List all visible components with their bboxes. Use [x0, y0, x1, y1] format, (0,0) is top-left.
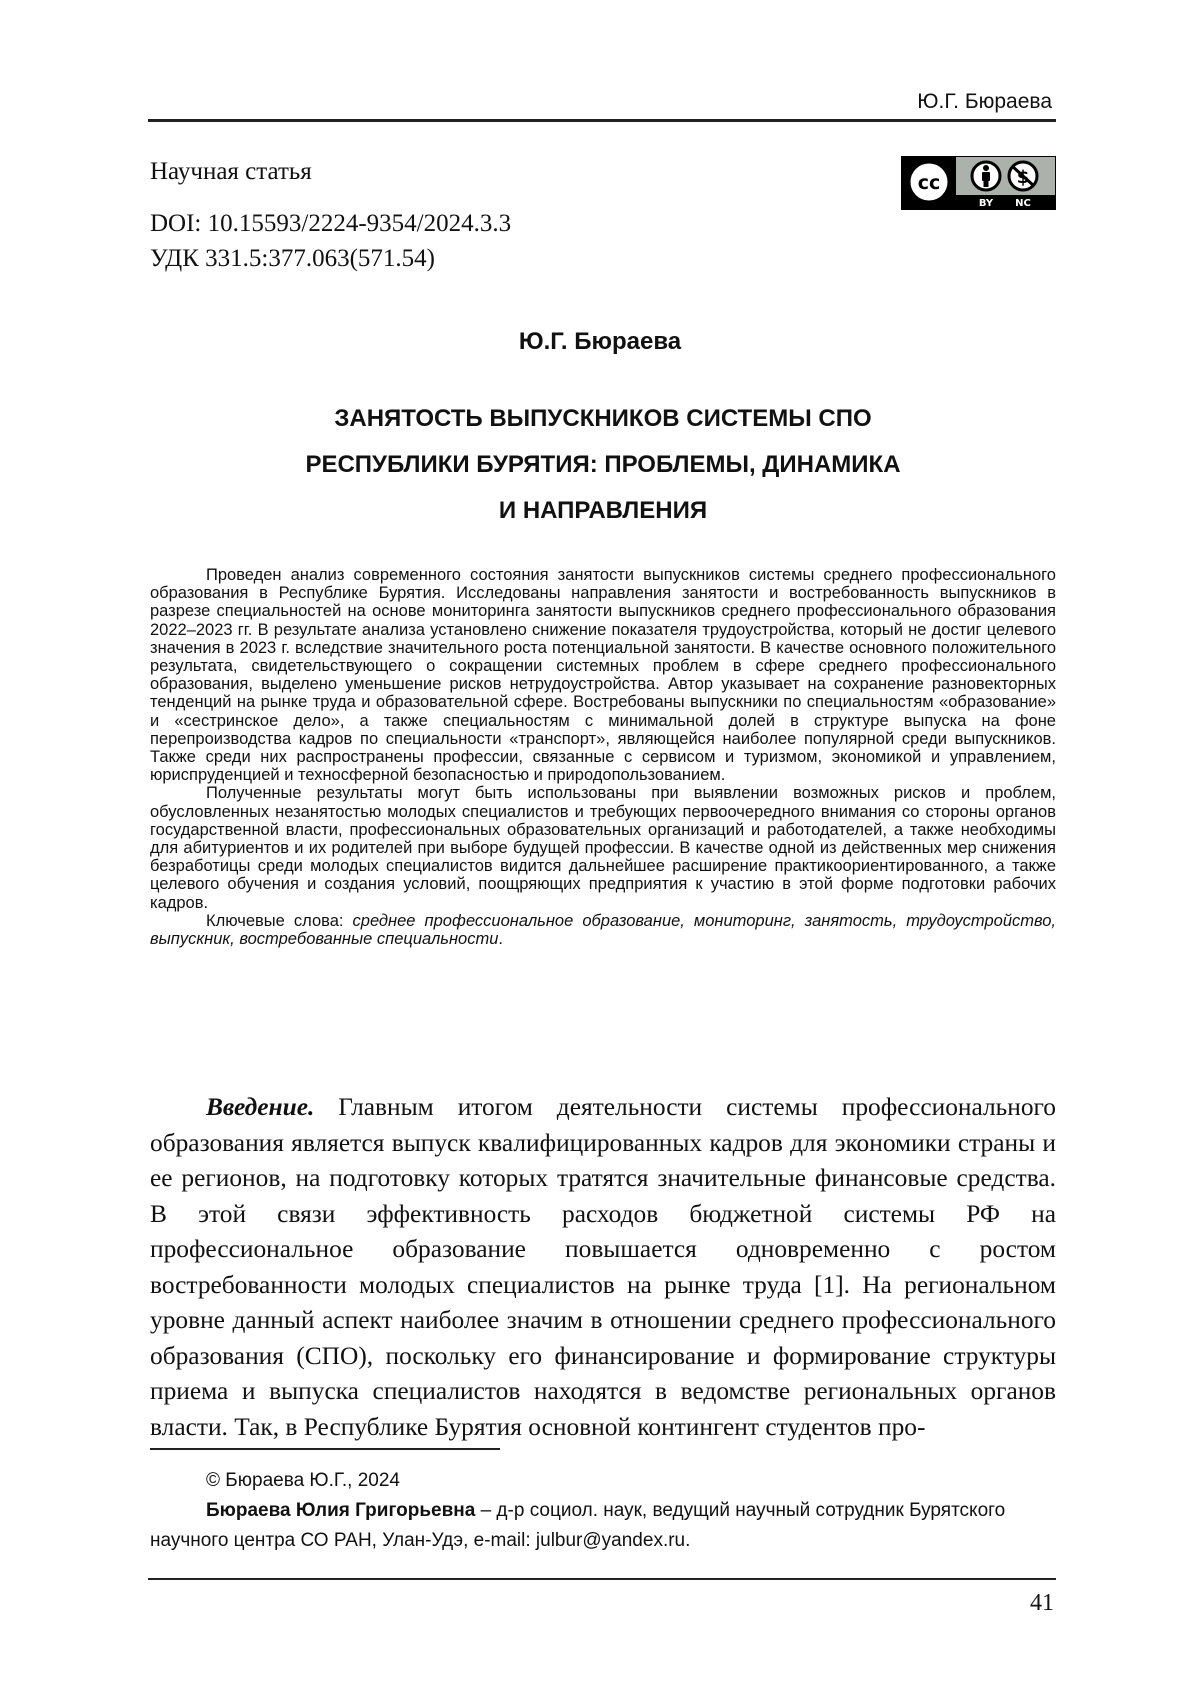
footnote	[150, 1466, 1056, 1556]
author-info	[150, 1496, 1056, 1556]
author-full-name: Бюраева Юлия Григорьевна	[206, 1500, 475, 1521]
abstract-paragraph: Проведен анализ современного состояния занятости выпускников системы среднего профессионального образования в Республике Бурятия. Исследованы направления занятости и востребованность выпускников в разрезе специальностей на основе мониторинга занятости выпускников среднего профессионального образования 2022–2023 гг. В результате анализа установлено снижение показателя трудоустройства, который не достиг целевого значения в 2023 г. вследствие значительного роста потенциальной занятости. В качестве основного положительного результата, свидетельствующего о сокращении системных проблем в сфере среднего профессионального образования, выделено уменьшение рисков нетрудоустройства. Автор указывает на сохранение разновекторных тенденций на рынке труда и образовательной сфере. Востребованы выпускники по специальностям «образование» и «сестринское дело», а также специальностям с минимальной долей в структуре выпуска на фоне перепроизводства кадров по специальности «транспорт», являющейся наиболее популярной среди выпускников. Также среди них распространены профессии, связанные с сервисом и туризмом, экономикой и управлением, юриспруденцией и техносферной безопасностью и природопользованием.	[150, 566, 1056, 784]
introduction-text: Главным итогом деятельности системы профессионального образования является выпуск квалифицированных кадров для экономики страны и ее регионов, на подготовку которых тратятся значительные финансовые средства. В этой связи эффективность расходов бюджетной системы РФ на профессиональное образование повышается одновременно с ростом востребованности молодых специалистов на рынке труда [1]. На региональном уровне данный аспект наиболее значим в отношении среднего профессионального образования (СПО), поскольку его финансирование и формирование структуры приема и выпуска специалистов находятся в ведомстве региональных органов власти. Так, в Республике Бурятия основной контингент студентов про-	[150, 1093, 1056, 1441]
author-affiliation: – д-р социол. наук, ведущий научный сотрудник Бурятского научного центра СО РАН, Улан-Удэ, e-mail: julbur@yandex.ru.	[150, 1500, 1005, 1551]
abstract	[150, 566, 1056, 948]
footer-rule	[148, 1578, 1056, 1580]
copyright-line: © Бюраева Ю.Г., 2024	[150, 1466, 1056, 1496]
cc-by-nc-license-badge	[901, 156, 1056, 210]
title-line: И НАПРАВЛЕНИЯ	[150, 488, 1056, 534]
article-title	[150, 396, 1056, 534]
keywords-label: Ключевые слова:	[206, 912, 353, 930]
nc-dollar-icon	[1009, 162, 1037, 190]
section-heading-introduction: Введение.	[206, 1093, 314, 1121]
doi-line: DOI: 10.15593/2224-9354/2024.3.3	[150, 210, 511, 238]
by-label: BY	[979, 198, 994, 209]
page-number: 41	[1030, 1590, 1054, 1617]
article-type: Научная статья	[150, 158, 312, 186]
article-author: Ю.Г. Бюраева	[0, 328, 1200, 356]
running-head: Ю.Г. Бюраева	[917, 90, 1052, 114]
title-line: РЕСПУБЛИКИ БУРЯТИЯ: ПРОБЛЕМЫ, ДИНАМИКА	[150, 442, 1056, 488]
udk-line: УДК 331.5:377.063(571.54)	[150, 245, 435, 273]
keywords	[150, 912, 1056, 948]
by-person-icon	[972, 162, 1000, 190]
title-line: ЗАНЯТОСТЬ ВЫПУСКНИКОВ СИСТЕМЫ СПО	[150, 396, 1056, 442]
keywords-end: .	[498, 930, 503, 948]
header-rule	[148, 119, 1056, 122]
cc-icon	[909, 162, 949, 202]
keywords-text: среднее профессиональное образование, мониторинг, занятость, трудоустройство, выпускник, востребованные специальности	[150, 912, 1056, 948]
footnote-rule	[150, 1448, 500, 1450]
cc-label: cc	[918, 172, 941, 194]
abstract-paragraph: Полученные результаты могут быть использованы при выявлении возможных рисков и проблем, обусловленных незанятостью молодых специалистов и требующих первоочередного внимания со стороны органов государственной власти, профессиональных образовательных организаций и работодателей, а также необходимы для абитуриентов и их родителей при выборе будущей профессии. В качестве одной из действенных мер снижения безработицы среди молодых специалистов видится дальнейшее расширение практикоориентированного, а также целевого обучения и создания условий, поощряющих предприятия к участию в этой форме подготовки рабочих кадров.	[150, 784, 1056, 911]
body-text	[150, 1090, 1056, 1445]
nc-label: NC	[1015, 198, 1031, 209]
introduction-paragraph	[150, 1090, 1056, 1445]
journal-page	[0, 0, 1200, 1705]
